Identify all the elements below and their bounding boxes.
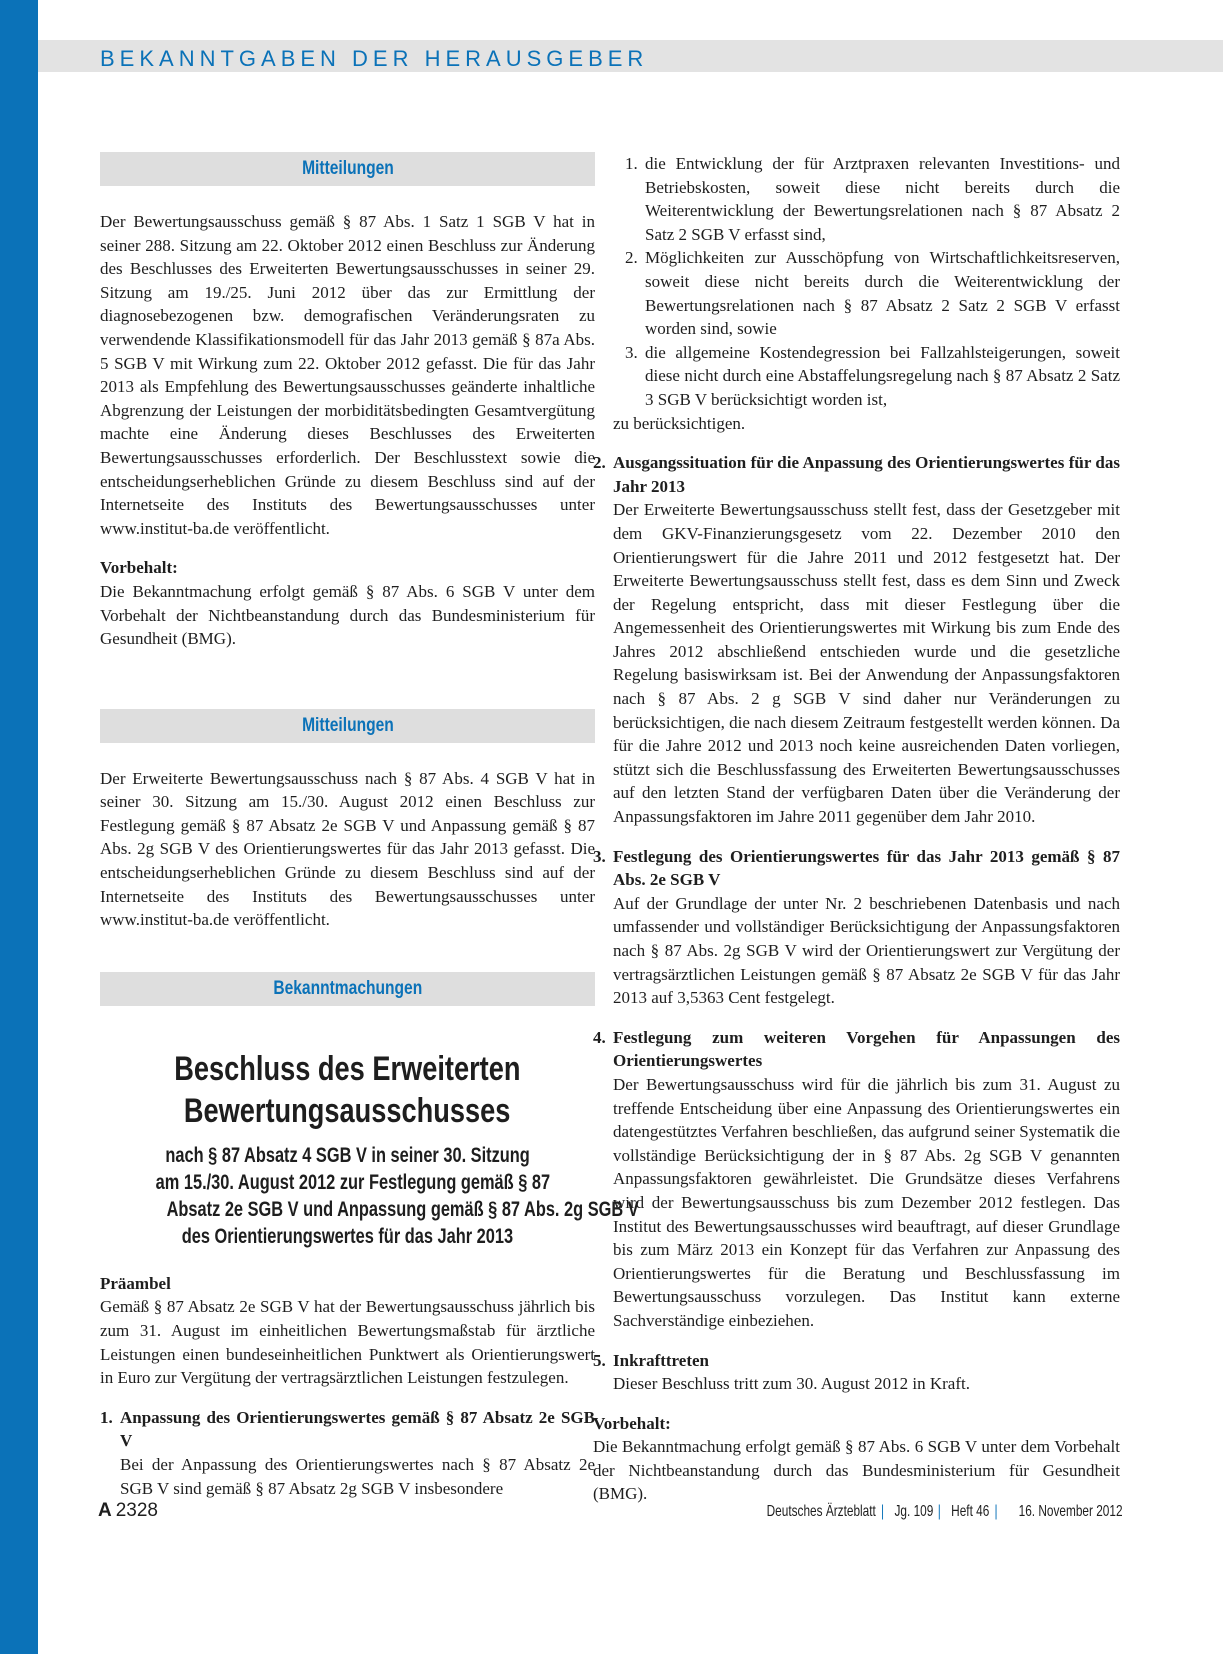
item-5-title: Inkrafttreten [613,1350,709,1370]
section-heading-mitteilungen-1: Mitteilungen [100,152,595,186]
item-3-title: Festlegung des Orientierungswertes für das Jahr 2013 gemäß § 87 Abs. 2e SGB V [613,846,1120,890]
mitteilung-1-text: Der Bewertungsausschuss gemäß § 87 Abs. 1 Satz 1 SGB V hat in seiner 288. Sitzung am 22. Oktober 2012 einen Beschluss zur Änderung des Beschlusses des Erweiterten Bewertungsausschusses in seiner 29. Sitzung am 19./25. Juni 2012 über das zur Ermittlung der diagnosebezogenen bzw. demografischen Veränderungsraten zu verwendende Klassifikationsmodell für das Jahr 2013 gemäß § 87a Abs. 5 SGB V mit Wirkung zum 22. Oktober 2012 gefasst. Die für das Jahr 2013 als Empfehlung des Bewertungsausschusses geänderte inhaltliche Abgrenzung der Leistungen der morbiditätsbedingten Gesamtvergütung machte eine Änderung dieses Beschlusses des Erweiterten Bewertungsausschusses erforderlich. Der Beschlusstext sowie die entscheidungserheblichen Gründe zu diesem Beschluss sind auf der Internetseite des Instituts des Bewertungsausschusses unter www.institut-ba.de veröffentlicht. [100,212,595,538]
item-2: 2. Ausgangssituation für die Anpassung des Orientierungswertes für das Jahr 2013 Der Erweiterte Bewertungsausschuss stellt fest, dass der Gesetzgeber mit dem GKV-Finanzierungsgesetz vom 22. Dezember 2010 den Orientierungswert für die Jahre 2011 und 2012 festgesetzt hat. Der Erweiterte Bewertungsausschuss stellt fest, dass es dem Sinn und Zweck der Regelung entspricht, dass mit dieser Festlegung über die Angemessenheit des Orientierungswertes mit Wirkung bis zum Ende des Jahres 2012 abschließend entschieden wurde und die gesetzliche Regelung basiswirksam ist. Bei der Anwendung der Anpassungsfaktoren nach § 87 Abs. 2 g SGB V sind daher nur Veränderungen zu berücksichtigen, die nach diesem Zeitraum festgestellt werden können. Da für die Jahre 2012 und 2013 noch keine ausreichenden Daten vorliegen, stützt sich die Beschlussfassung des Erweiterten Bewertungsausschusses auf den letzten Stand der verfügbaren Daten über die Veränderung der Anpassungsfaktoren im Jahre 2011 gegenüber dem Jahr 2010. [593,451,1120,829]
journal-date: 16. November 2012 [1019,1503,1123,1520]
item-4-title: Festlegung zum weiteren Vorgehen für Anpassungen des Orientierungswertes [613,1027,1120,1071]
item-2-text: Der Erweiterte Bewertungsausschuss stellt fest, dass der Gesetzgeber mit dem GKV-Finanzierungsgesetz vom 22. Dezember 2010 den Orientierungswert für die Jahre 2011 und 2012 festgesetzt hat. Der Erweiterte Bewertungsausschuss stellt fest, dass es dem Sinn und Zweck der Regelung entspricht, dass mit dieser Festlegung über die Angemessenheit des Orientierungswertes mit Wirkung bis zum Ende des Jahres 2012 abschließend entschieden wurde und die gesetzliche Regelung basiswirksam ist. Bei der Anwendung der Anpassungsfaktoren nach § 87 Abs. 2 g SGB V sind daher nur Veränderungen zu berücksichtigen, die nach diesem Zeitraum festgestellt werden können. Da für die Jahre 2012 und 2013 noch keine ausreichenden Daten vorliegen, stützt sich die Beschlussfassung des Erweiterten Bewertungsausschusses auf den letzten Stand der verfügbaren Daten über die Veränderung der Anpassungsfaktoren im Jahre 2011 gegenüber dem Jahr 2010. [613,500,1120,827]
item-5: 5. Inkrafttreten Dieser Beschluss tritt zum 30. August 2012 in Kraft. [593,1349,1120,1396]
journal-volume: Jg. 109 [894,1503,934,1520]
journal-info: Deutsches Ärzteblatt | Jg. 109 | Heft 46 | 16. November 2012 [766,1503,1123,1520]
section-heading-bekanntmachungen: Bekanntmachungen [100,972,595,1006]
vorbehalt-label-right: Vorbehalt: [593,1413,671,1433]
item-1-text: Bei der Anpassung des Orientierungswertes nach § 87 Absatz 2e SGB V sind gemäß § 87 Absatz 2g SGB V insbesondere [120,1455,595,1498]
page-number: A 2328 [98,1500,159,1521]
vorbehalt-text-left: Die Bekanntmachung erfolgt gemäß § 87 Abs. 6 SGB V unter dem Vorbehalt der Nichtbeanstandung durch das Bundesministerium für Gesundheit (BMG). [100,581,595,649]
item-4: 4. Festlegung zum weiteren Vorgehen für Anpassungen des Orientierungswertes Der Bewertungsausschuss wird für die jährlich bis zum 31. August zu treffende Entscheidung über eine Anpassung des Orientierungswertes ein datengestütztes Verfahren beschließen, das aufgrund seiner Systematik die vollständige Berücksichtigung der in § 87 Abs. 2g SGB V genannten Anpassungsfaktoren gewährleistet. Die Grundsätze dieses Verfahrens wird der Bewertungsausschuss bis zum Dezember 2012 festlegen. Das Institut des Bewertungsausschusses wird beauftragt, auf dieser Grundlage bis zum März 2013 ein Konzept für das Verfahren zur Anpassung des Orientierungswertes für die Beratung und Beschlussfassung im Bewertungsausschuss vorzulegen. Das Institut kann externe Sachverständige einbeziehen. [593,1026,1120,1333]
item-1-title: Anpassung des Orientierungswertes gemäß § 87 Absatz 2e SGB V [120,1407,595,1451]
list-item: 2. Möglichkeiten zur Ausschöpfung von Wirtschaftlichkeitsreserven, soweit diese nicht bereits durch die Weiterentwicklung der Bewertungsrelationen nach § 87 Absatz 2 Satz 2 SGB V erfasst worden sind, sowie [625,248,1120,339]
list-item: 3. die allgemeine Kostendegression bei Fallzahlsteigerungen, soweit diese nicht durch eine Abstaffelungsregelung nach § 87 Absatz 2 Satz 3 SGB V berücksichtigt worden ist, [625,342,1120,409]
item-3: 3. Festlegung des Orientierungswertes für das Jahr 2013 gemäß § 87 Abs. 2e SGB V Auf der Grundlage der unter Nr. 2 beschriebenen Datenbasis und nach umfassender und vollständiger Berücksichtigung der Anpassungsfaktoren nach § 87 Abs. 2g SGB V wird der Orientierungswert zur Vergütung der vertragsärztlichen Leistungen gemäß § 87 Absatz 2e SGB V für das Jahr 2013 auf 3,5363 Cent festgelegt. [593,845,1120,1010]
praeambel-text: Gemäß § 87 Absatz 2e SGB V hat der Bewertungsausschuss jährlich bis zum 31. August im einheitlichen Bewertungsmaßstab für ärztliche Leistungen einen bundeseinheitlichen Punktwert als Orientierungswert in Euro zur Vergütung der vertragsärztlichen Leistungen festzulegen. [100,1297,595,1388]
mitteilung-2-text: Der Erweiterte Bewertungsausschuss nach § 87 Abs. 4 SGB V hat in seiner 30. Sitzung am 15./30. August 2012 einen Beschluss zur Festlegung gemäß § 87 Absatz 2e SGB V und Anpassung gemäß § 87 Abs. 2g SGB V des Orientierungswertes für das Jahr 2013 gefasst. Die entscheidungserheblichen Gründe zu diesem Beschluss sind auf der Internetseite des Instituts des Bewertungsausschusses unter www.institut-ba.de veröffentlicht. [100,768,595,930]
factor-list [625,152,1120,412]
item-1: 1. Anpassung des Orientierungswertes gemäß § 87 Absatz 2e SGB V Bei der Anpassung des Orientierungswertes nach § 87 Absatz 2e SGB V sind gemäß § 87 Absatz 2g SGB V insbesondere [100,1406,595,1500]
resolution-subtitle: nach § 87 Absatz 4 SGB V in seiner 30. Sitzung am 15./30. August 2012 zur Festlegung gemäß § 87 Absatz 2e SGB V und Anpassung gemäß § 87 Abs. 2g SGB V des Orientierungswertes für das Jahr 2013 [155,1143,639,1248]
section-heading-mitteilungen-2: Mitteilungen [100,709,595,743]
item-5-text: Dieser Beschluss tritt zum 30. August 2012 in Kraft. [613,1374,970,1394]
journal-issue: Heft 46 [951,1503,990,1520]
journal-name: Deutsches Ärzteblatt [766,1503,877,1520]
item-2-title: Ausgangssituation für die Anpassung des Orientierungswertes für das Jahr 2013 [613,453,1120,496]
item-4-text: Der Bewertungsausschuss wird für die jährlich bis zum 31. August zu treffende Entscheidung über eine Anpassung des Orientierungswertes ein datengestütztes Verfahren beschließen, das aufgrund seiner Systematik die vollständige Berücksichtigung der in § 87 Abs. 2g SGB V genannten Anpassungsfaktoren gewährleistet. Die Grundsätze dieses Verfahrens wird der Bewertungsausschuss bis zum Dezember 2012 festlegen. Das Institut des Bewertungsausschusses wird beauftragt, auf dieser Grundlage bis zum März 2013 ein Konzept für das Verfahren zur Anpassung des Orientierungswertes für die Beratung und Beschlussfassung im Bewertungsausschuss vorzulegen. Das Institut kann externe Sachverständige einbeziehen. [613,1074,1120,1330]
vorbehalt-label-left: Vorbehalt: [100,558,178,578]
left-column [100,152,639,1500]
sidebar-stripe [0,0,38,1654]
right-column [593,152,1120,1506]
section-header: BEKANNTGABEN DER HERAUSGEBER [100,46,649,71]
vorbehalt-text-right: Die Bekanntmachung erfolgt gemäß § 87 Abs. 6 SGB V unter dem Vorbehalt der Nichtbeanstandung durch das Bundesministerium für Gesundheit (BMG). [593,1437,1120,1504]
list-item: 1. die Entwicklung der für Arztpraxen relevanten Investitions- und Betriebskosten, soweit diese nicht bereits durch die Weiterentwicklung der Bewertungsrelationen nach § 87 Absatz 2 Satz 2 SGB V erfasst sind, [625,154,1120,244]
item-3-text: Auf der Grundlage der unter Nr. 2 beschriebenen Datenbasis und nach umfassender und vollständiger Berücksichtigung der Anpassungsfaktoren nach § 87 Abs. 2g SGB V wird der Orientierungswert zur Vergütung der vertragsärztlichen Leistungen gemäß § 87 Absatz 2e SGB V für das Jahr 2013 auf 3,5363 Cent festgelegt. [613,893,1120,1008]
resolution-title: Beschluss des Erweiterten Bewertungsausschusses [174,1049,521,1130]
praeambel-label: Präambel [100,1273,171,1293]
list-tail: zu berücksichtigen. [613,413,746,433]
